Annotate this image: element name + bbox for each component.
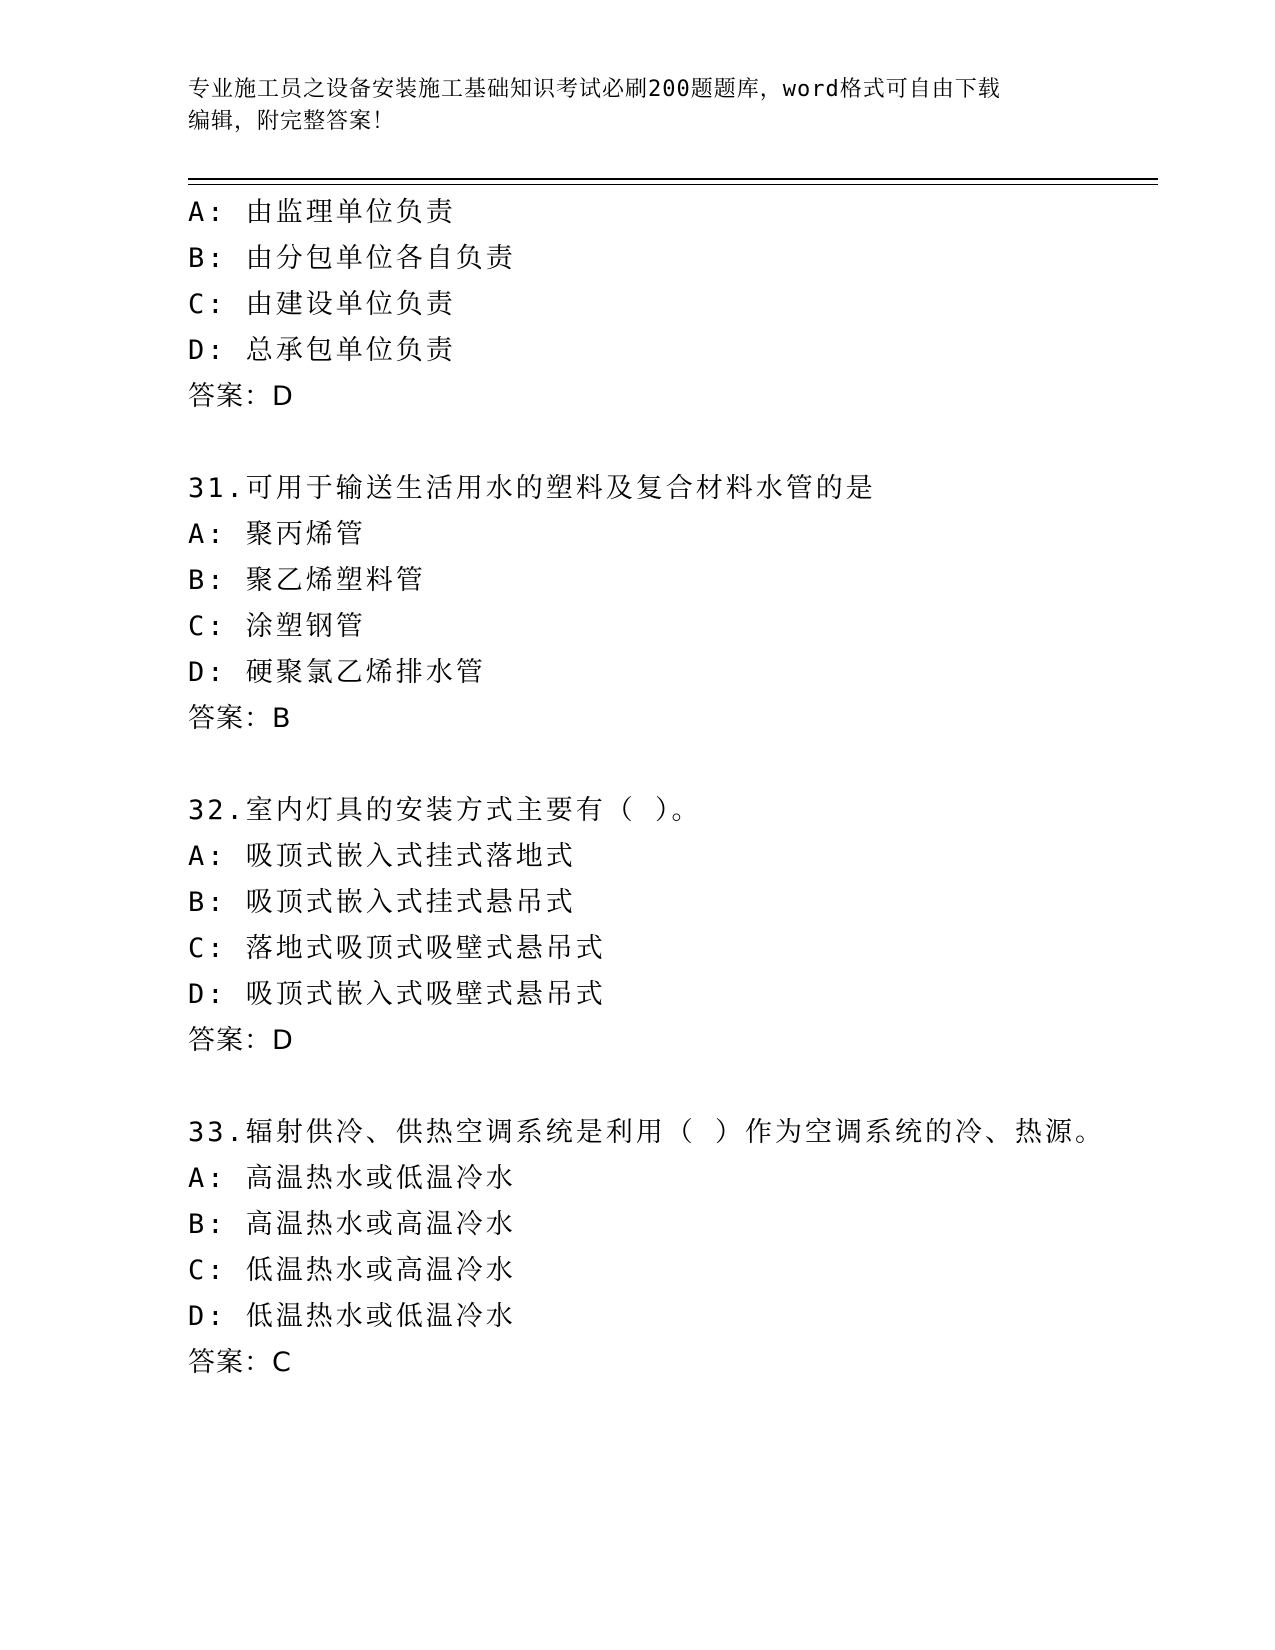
option-b: B: 由分包单位各自负责 [188,243,516,274]
header-line-1: 专业施工员之设备安装施工基础知识考试必刷200题题库，word格式可自由下载 [188,77,1001,102]
option-c: C: 低温热水或高温冷水 [188,1255,516,1286]
header-divider-thin [188,184,1158,185]
question-block [188,1110,1158,1386]
option-a: A: 高温热水或低温冷水 [188,1163,516,1194]
answer-line: 答案：C [188,1347,292,1378]
question-text: 31.可用于输送生活用水的塑料及复合材料水管的是 [188,473,876,504]
option-c: C: 涂塑钢管 [188,611,366,642]
option-c: C: 落地式吸顶式吸壁式悬吊式 [188,933,606,964]
document-header [188,74,1088,138]
option-c: C: 由建设单位负责 [188,289,456,320]
option-a: A: 聚丙烯管 [188,519,366,550]
question-text: 32.室内灯具的安装方式主要有（ ）。 [188,795,702,826]
option-b: B: 吸顶式嵌入式挂式悬吊式 [188,887,576,918]
option-b: B: 聚乙烯塑料管 [188,565,426,596]
option-d: D: 低温热水或低温冷水 [188,1301,516,1332]
option-d: D: 总承包单位负责 [188,335,456,366]
option-a: A: 由监理单位负责 [188,197,456,228]
header-line-2: 编辑，附完整答案！ [188,109,396,134]
option-d: D: 吸顶式嵌入式吸壁式悬吊式 [188,979,606,1010]
answer-line: 答案：D [188,381,294,412]
question-block [188,466,1158,742]
question-text: 33.辐射供冷、供热空调系统是利用（ ）作为空调系统的冷、热源。 [188,1117,1106,1148]
answer-line: 答案：B [188,703,292,734]
question-list [188,190,1158,1386]
option-b: B: 高温热水或高温冷水 [188,1209,516,1240]
option-d: D: 硬聚氯乙烯排水管 [188,657,486,688]
question-block [188,190,1158,420]
question-block [188,788,1158,1064]
option-a: A: 吸顶式嵌入式挂式落地式 [188,841,576,872]
header-divider-thick [188,178,1158,180]
answer-line: 答案：D [188,1025,294,1056]
